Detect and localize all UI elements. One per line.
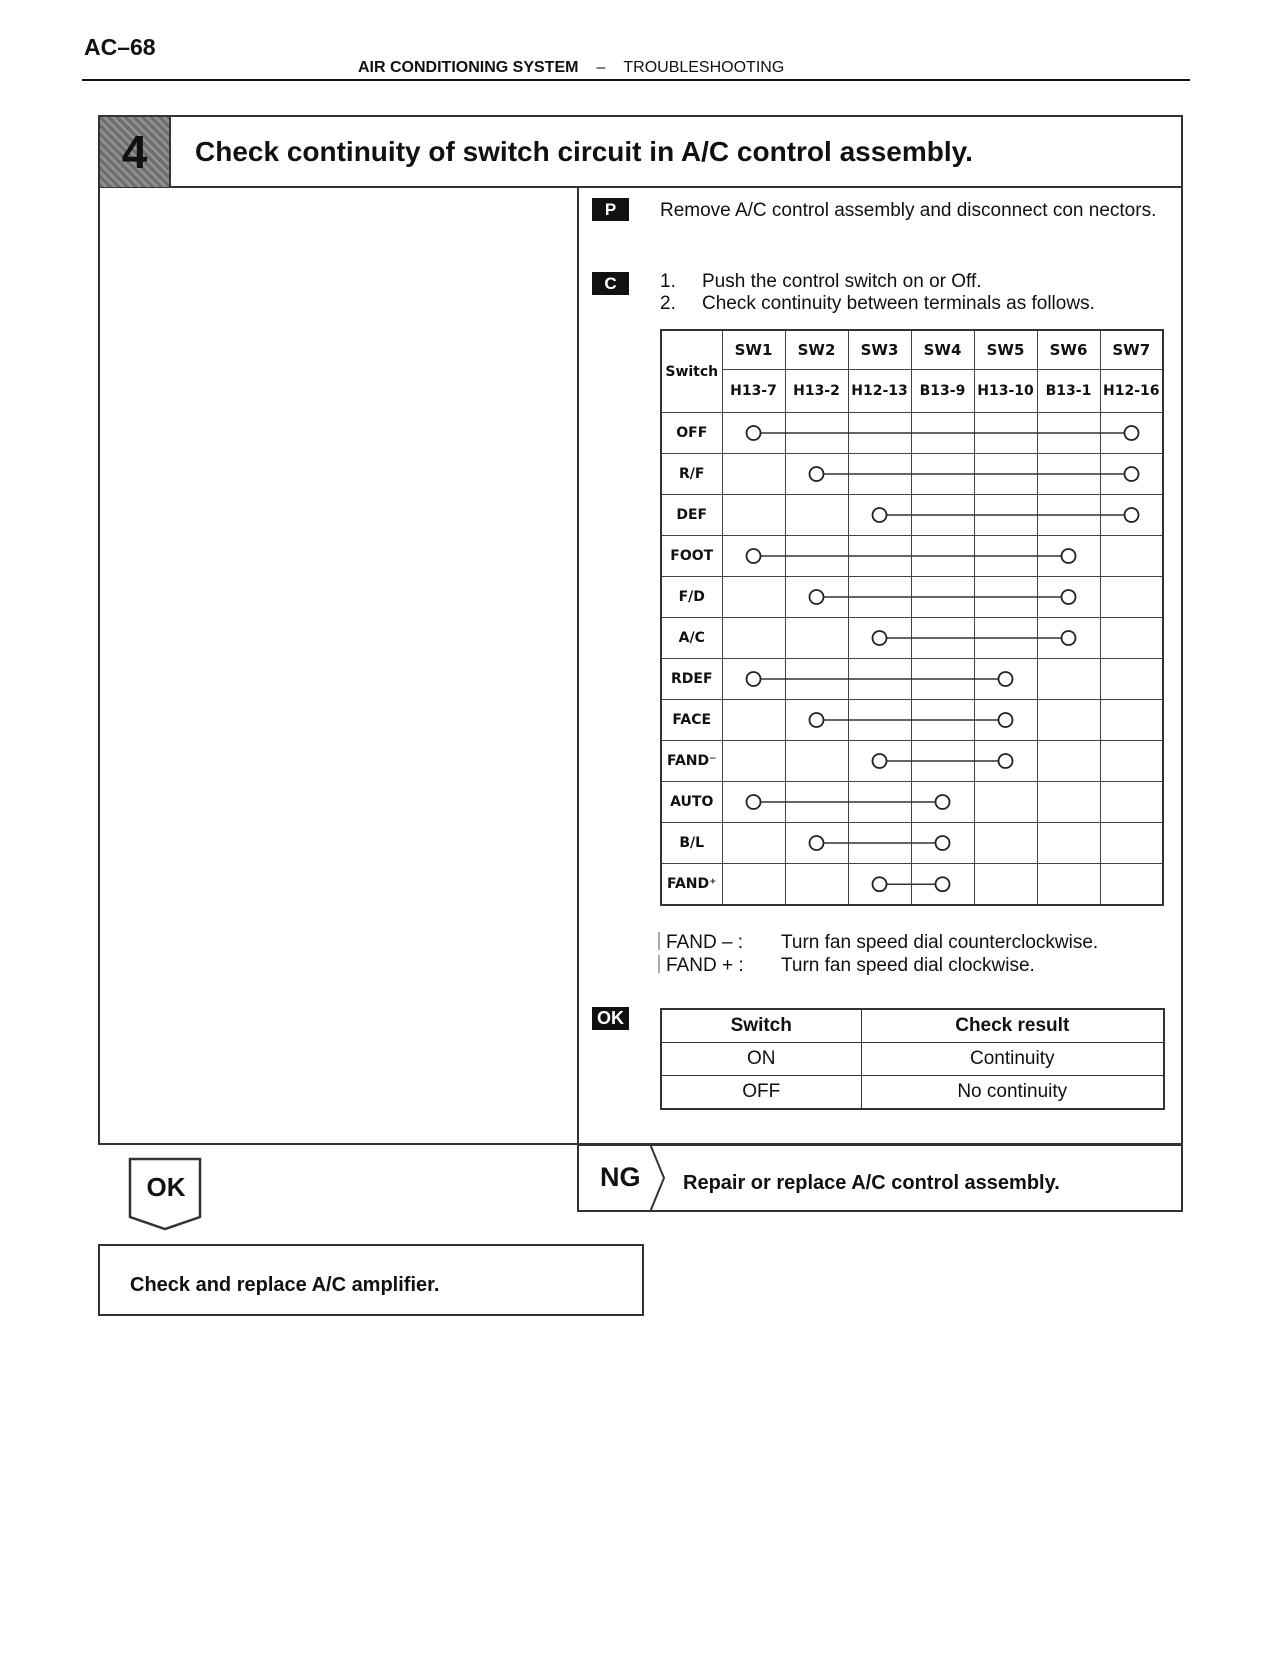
switch-mode-label: A/C <box>661 618 722 659</box>
switch-mode-label: AUTO <box>661 782 722 823</box>
note-fand-plus <box>658 955 1035 977</box>
terminal-header: B13-1 <box>1037 370 1100 413</box>
terminal-circle-icon <box>936 877 950 891</box>
terminal-circle-icon <box>747 426 761 440</box>
terminal-circle-icon <box>747 672 761 686</box>
note-text: Turn fan speed dial counterclockwise. <box>781 932 1099 953</box>
terminal-circle-icon <box>1062 590 1076 604</box>
switch-state: OFF <box>661 1076 861 1110</box>
check-step-2 <box>660 293 1095 315</box>
switch-header: SW5 <box>974 330 1037 370</box>
switch-header: SW3 <box>848 330 911 370</box>
continuity-connection <box>747 672 1013 686</box>
step-number: 4 <box>121 126 148 178</box>
terminal-circle-icon <box>747 549 761 563</box>
ok-tag: OK <box>592 1007 629 1030</box>
terminal-circle-icon <box>1125 508 1139 522</box>
terminal-circle-icon <box>999 713 1013 727</box>
terminal-circle-icon <box>1125 426 1139 440</box>
switch-mode-label: B/L <box>661 823 722 864</box>
ok-next-step-text: Check and replace A/C amplifier. <box>130 1274 440 1296</box>
switch-mode-label: FACE <box>661 700 722 741</box>
title-divider <box>98 186 1183 188</box>
header-rule <box>82 79 1190 81</box>
switch-state: ON <box>661 1043 861 1076</box>
switch-mode-label: FAND⁺ <box>661 864 722 906</box>
continuity-connection <box>747 549 1076 563</box>
terminal-header: H13-2 <box>785 370 848 413</box>
terminal-circle-icon <box>1062 631 1076 645</box>
check-step-number: 1. <box>660 271 676 292</box>
running-header <box>358 59 784 77</box>
continuity-connections <box>660 329 1165 912</box>
switch-header: SW1 <box>722 330 785 370</box>
continuity-connection <box>747 426 1139 440</box>
continuity-connection <box>810 713 1013 727</box>
note-fand-minus <box>658 932 1098 954</box>
terminal-circle-icon <box>810 713 824 727</box>
switch-header: SW7 <box>1100 330 1163 370</box>
terminal-header: H12-13 <box>848 370 911 413</box>
terminal-header: H13-10 <box>974 370 1037 413</box>
terminal-circle-icon <box>999 672 1013 686</box>
terminal-header: B13-9 <box>911 370 974 413</box>
terminal-circle-icon <box>810 590 824 604</box>
terminal-circle-icon <box>810 467 824 481</box>
ng-label: NG <box>600 1162 641 1192</box>
switch-mode-label: DEF <box>661 495 722 536</box>
page-number: AC–68 <box>84 34 156 60</box>
check-step-text: Check continuity between terminals as follows. <box>702 293 1095 314</box>
subsection-title: TROUBLESHOOTING <box>623 59 785 76</box>
preparation-tag: P <box>592 198 629 221</box>
terminal-circle-icon <box>873 508 887 522</box>
section-title: AIR CONDITIONING SYSTEM <box>358 59 579 76</box>
note-bar <box>658 955 660 973</box>
check-tag: C <box>592 272 629 295</box>
corner-label: Switch <box>661 330 722 413</box>
switch-mode-label: R/F <box>661 454 722 495</box>
terminal-header: H13-7 <box>722 370 785 413</box>
header-separator: – <box>596 59 606 76</box>
continuity-connection <box>873 508 1139 522</box>
check-step-1 <box>660 271 982 293</box>
step-title: Check continuity of switch circuit in A/C control assembly. <box>195 136 973 167</box>
switch-mode-label: FOOT <box>661 536 722 577</box>
ok-criteria-table <box>660 1008 1165 1110</box>
switch-mode-label: RDEF <box>661 659 722 700</box>
terminal-header: H12-16 <box>1100 370 1163 413</box>
terminal-circle-icon <box>873 631 887 645</box>
switch-header: SW2 <box>785 330 848 370</box>
terminal-circle-icon <box>936 795 950 809</box>
note-key: FAND + : <box>666 955 744 976</box>
preparation-text: Remove A/C control assembly and disconnect con nectors. <box>660 200 1157 221</box>
continuity-connection <box>810 836 950 850</box>
terminal-circle-icon <box>747 795 761 809</box>
table-row <box>661 1043 1164 1076</box>
continuity-connection <box>810 590 1076 604</box>
continuity-connection <box>873 877 950 891</box>
column-header: Check result <box>861 1009 1164 1043</box>
terminal-circle-icon <box>999 754 1013 768</box>
continuity-connection <box>747 795 950 809</box>
switch-header: SW4 <box>911 330 974 370</box>
continuity-connection <box>873 631 1076 645</box>
column-header: Switch <box>661 1009 861 1043</box>
ok-branch-label: OK <box>146 1172 186 1202</box>
switch-header: SW6 <box>1037 330 1100 370</box>
terminal-circle-icon <box>810 836 824 850</box>
column-divider <box>577 186 579 1146</box>
switch-mode-label: FAND⁻ <box>661 741 722 782</box>
check-step-text: Push the control switch on or Off. <box>702 271 982 292</box>
note-key: FAND – : <box>666 932 744 953</box>
note-bar <box>658 932 660 950</box>
continuity-connection <box>873 754 1013 768</box>
terminal-circle-icon <box>873 754 887 768</box>
continuity-connection <box>810 467 1139 481</box>
check-step-number: 2. <box>660 293 676 314</box>
switch-mode-label: OFF <box>661 413 722 454</box>
terminal-circle-icon <box>1125 467 1139 481</box>
terminal-circle-icon <box>936 836 950 850</box>
terminal-circle-icon <box>1062 549 1076 563</box>
switch-mode-label: F/D <box>661 577 722 618</box>
ng-action-text: Repair or replace A/C control assembly. <box>683 1172 1060 1194</box>
table-row <box>661 1076 1164 1110</box>
terminal-circle-icon <box>873 877 887 891</box>
check-result: No continuity <box>861 1076 1164 1110</box>
ng-chevron-icon <box>648 1144 670 1212</box>
check-result: Continuity <box>861 1043 1164 1076</box>
note-text: Turn fan speed dial clockwise. <box>781 955 1035 976</box>
